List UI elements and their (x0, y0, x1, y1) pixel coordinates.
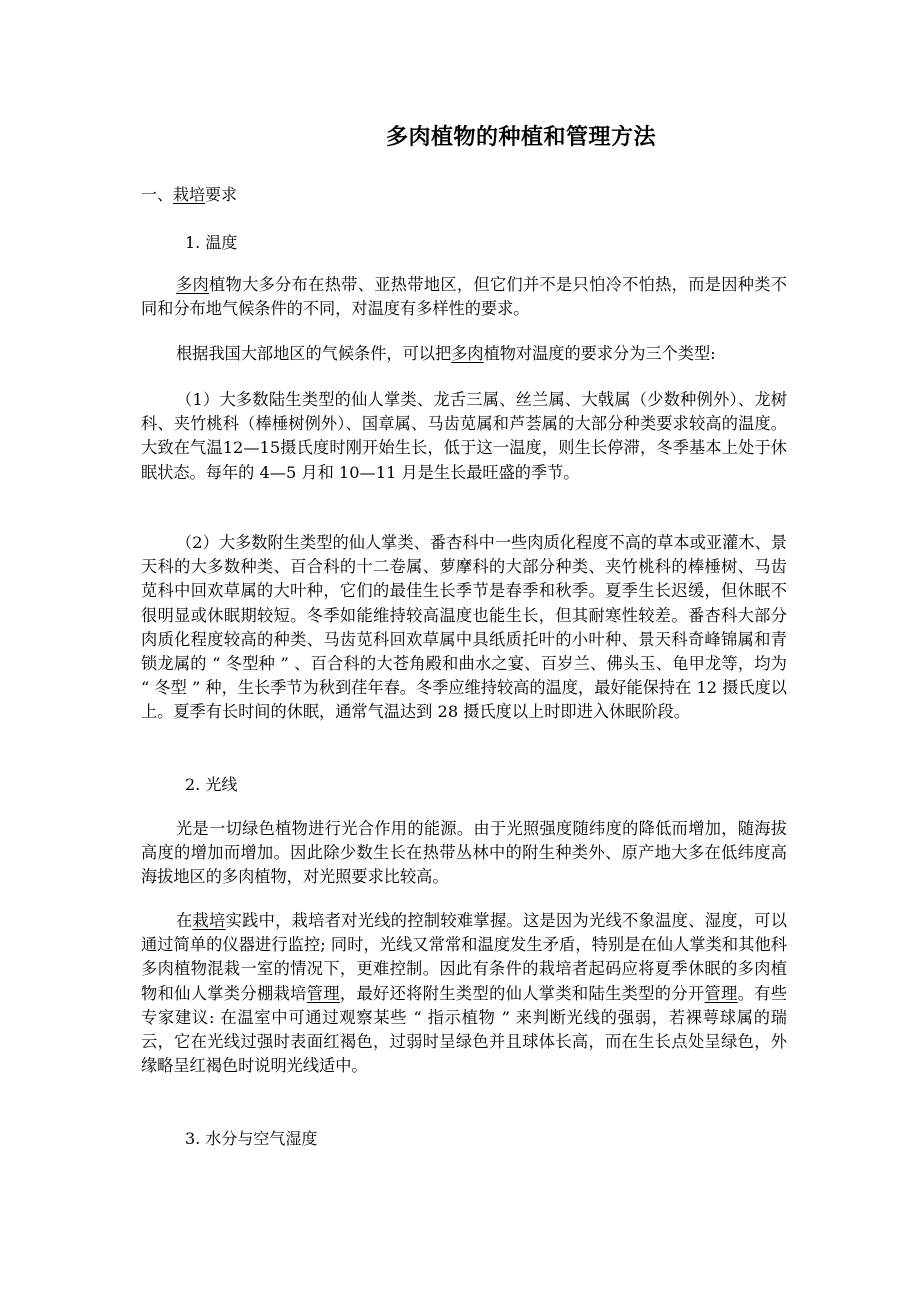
paragraph-text: 植物对温度的要求分为三个类型: (483, 344, 716, 363)
paragraph-light-intro: 光是一切绿色植物进行光合作用的能源。由于光照强度随纬度的降低而增加，随海拔高度的增加而增加。因此除少数生长在热带丛林中的附生种类外、原产地大多在低纬度高海拔地区的多肉植物，对光照要求比较高。 (141, 819, 787, 887)
paragraph-temperature-intro (141, 273, 787, 321)
section-heading-rest: 要求 (205, 185, 238, 204)
underlined-term: 栽培 (192, 911, 226, 930)
subheading-light: 2. 光线 (185, 775, 238, 794)
paragraph-text: ，最好还将附生类型的仙人掌类和陆生类型的分开 (339, 983, 705, 1003)
underlined-term: 多肉 (451, 344, 484, 363)
paragraph-text: 植物大多分布在热带、亚热带地区，但它们并不是只怕冷不怕热，而是因种类不同和分布地气候条件的不同，对温度有多样性的要求。 (141, 275, 787, 319)
section-underlined-word: 栽培 (173, 185, 206, 204)
underlined-term: 多肉 (176, 275, 210, 294)
paragraph-light-control (141, 909, 787, 1078)
subheading-water-humidity: 3. 水分与空气湿度 (185, 1129, 318, 1148)
document-title: 多肉植物的种植和管理方法 (385, 125, 656, 150)
section-number: 一、 (141, 185, 174, 204)
paragraph-text: 。有些专家建议: 在温室中可通过观察某些 “ 指示植物 ” 来判断光线的强弱，若裸萼球属的瑞云，它在光线过强时表面红褐色，过弱时呈绿色并且球体长高，而在生长点处呈绿色，外缘略呈红褐色时说明光线适中。 (141, 983, 788, 1076)
underlined-term: 管理 (704, 983, 738, 1003)
paragraph-text: 在 (176, 911, 193, 930)
section-heading-cultivation (141, 182, 237, 205)
paragraph-type-1: （1）大多数陆生类型的仙人掌类、龙舌三属、丝兰属、大戟属（少数种例外）、龙树科、夹竹桃科（棒棰树例外）、国章属、马齿苋属和芦荟属的大部分种类要求较高的温度。大致在气温12—15摄氏度时刚开始生长，低于这一温度，则生长停滞，冬季基本上处于休眠状态。每年的 4—5 月和 10—11 月是生长最旺盛的季节。 (141, 390, 787, 482)
underlined-term: 管理 (306, 983, 340, 1003)
paragraph-type-2: （2）大多数附生类型的仙人掌类、番杏科中一些肉质化程度不高的草本或亚灌木、景天科的大多数种类、百合科的十二卷属、萝摩科的大部分种类、夹竹桃科的棒棰树、马齿苋科中回欢草属的大叶种，它们的最佳生长季节是春季和秋季。夏季生长迟缓，但休眠不很明显或休眠期较短。冬季如能维持较高温度也能生长，但其耐寒性较差。番杏科大部分肉质化程度较高的种类、马齿苋科回欢草属中具纸质托叶的小叶种、景天科奇峰锦属和青锁龙属的 “ 冬型种 ” 、百合科的大苍角殿和曲水之宴、百岁兰、佛头玉、龟甲龙等，均为 “ 冬型 ” 种，生长季节为秋到荏年春。冬季应维持较高的温度，最好能保持在 12 摄氏度以上。夏季有长时间的休眠，通常气温达到 28 摄氏度以上时即进入休眠阶段。 (141, 533, 787, 722)
subheading-temperature: 1. 温度 (185, 233, 238, 252)
paragraph-text: 实践中，栽培者对光线的控制较难掌握。这是因为光线不象温度、湿度，可以通过简单的仪器进行监控; 同时，光线又常常和温度发生矛盾，特别是在仙人掌类和其他科多肉植物混栽一室的情况下，更难控制。因此有条件的栽培者起码应将夏季休眠的多肉植物和仙人掌类分棚栽培 (141, 911, 788, 1003)
paragraph-text: 根据我国大部地区的气候条件，可以把 (176, 344, 452, 363)
paragraph-climate-types (141, 342, 787, 366)
